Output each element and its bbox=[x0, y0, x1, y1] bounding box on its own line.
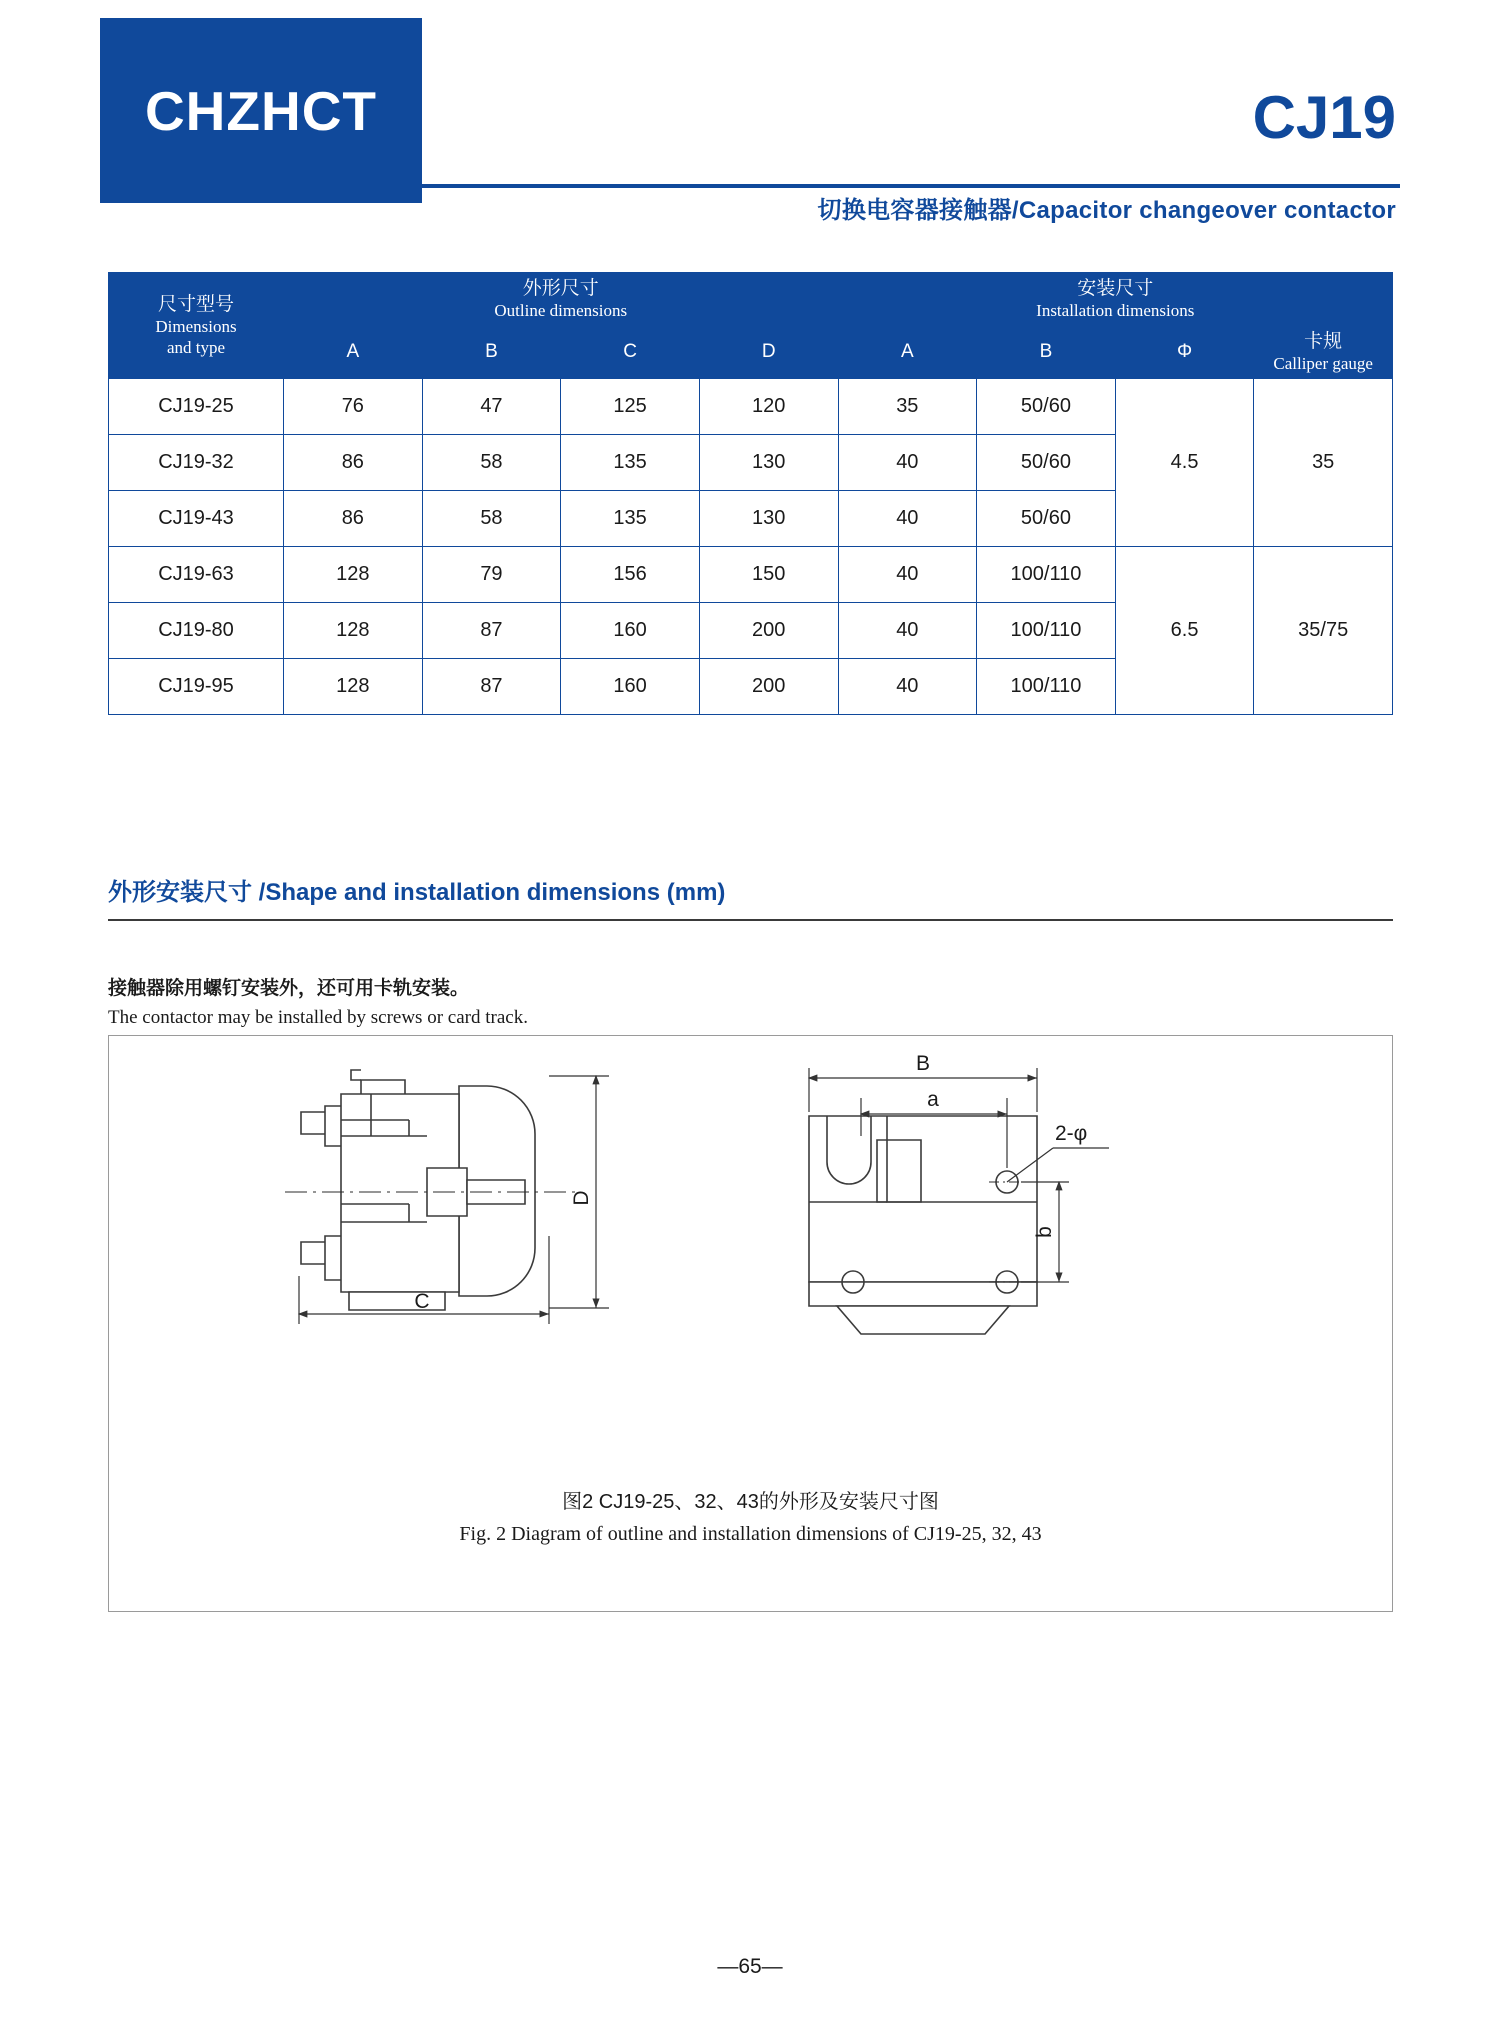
brand-logo-text: CHZHCT bbox=[144, 79, 378, 142]
cell-install-a: 40 bbox=[838, 491, 977, 547]
cell-outline-a: 86 bbox=[284, 491, 423, 547]
cell-outline-c: 160 bbox=[561, 603, 700, 659]
header-installation-cn: 安装尺寸 bbox=[1077, 278, 1154, 299]
cell-type: CJ19-25 bbox=[109, 379, 284, 435]
label-hole-callout: 2-φ bbox=[1055, 1122, 1088, 1145]
label-c: C bbox=[414, 1290, 430, 1313]
cell-type: CJ19-95 bbox=[109, 659, 284, 715]
page-subtitle: 切换电容器接触器/Capacitor changeover contactor bbox=[817, 197, 1396, 224]
table-row bbox=[109, 547, 1393, 603]
header-install-b: B bbox=[977, 326, 1116, 379]
cell-phi-group-2: 6.5 bbox=[1115, 547, 1254, 715]
cell-outline-a: 128 bbox=[284, 547, 423, 603]
cell-outline-c: 125 bbox=[561, 379, 700, 435]
cell-install-b: 50/60 bbox=[977, 379, 1116, 435]
cell-outline-b: 87 bbox=[422, 603, 561, 659]
cell-phi-group-1: 4.5 bbox=[1115, 379, 1254, 547]
header-phi: Φ bbox=[1115, 326, 1254, 379]
section-heading bbox=[108, 872, 1393, 921]
cell-type: CJ19-32 bbox=[109, 435, 284, 491]
table-body bbox=[109, 379, 1393, 715]
cell-outline-b: 47 bbox=[422, 379, 561, 435]
label-a: a bbox=[927, 1088, 939, 1111]
table-head bbox=[109, 273, 1393, 379]
cell-outline-b: 58 bbox=[422, 491, 561, 547]
cell-install-a: 40 bbox=[838, 659, 977, 715]
cell-type: CJ19-80 bbox=[109, 603, 284, 659]
header-dimensions-and-type bbox=[109, 273, 284, 379]
label-b-top: B bbox=[915, 1052, 931, 1075]
header-calliper-gauge bbox=[1254, 326, 1393, 379]
cell-outline-d: 130 bbox=[699, 435, 838, 491]
figure-caption-cn: 图2 CJ19-25、32、43的外形及安装尺寸图 bbox=[562, 1491, 939, 1513]
cell-outline-c: 135 bbox=[561, 435, 700, 491]
header-outline-a: A bbox=[284, 326, 423, 379]
cell-outline-a: 76 bbox=[284, 379, 423, 435]
cell-install-a: 35 bbox=[838, 379, 977, 435]
header-calliper-en: Calliper gauge bbox=[1273, 353, 1373, 373]
cell-outline-c: 160 bbox=[561, 659, 700, 715]
cell-calliper-group-1: 35 bbox=[1254, 379, 1393, 547]
installation-note-en: The contactor may be installed by screws or card track. bbox=[108, 1006, 528, 1028]
header-install-a: A bbox=[838, 326, 977, 379]
header-outline-d: D bbox=[699, 326, 838, 379]
label-d: D bbox=[570, 1190, 593, 1206]
cell-outline-d: 120 bbox=[699, 379, 838, 435]
table-row bbox=[109, 379, 1393, 435]
cell-outline-b: 58 bbox=[422, 435, 561, 491]
header-calliper-cn: 卡规 bbox=[1304, 331, 1343, 353]
cell-outline-b: 79 bbox=[422, 547, 561, 603]
header-outline-dimensions bbox=[284, 273, 839, 326]
cell-outline-c: 135 bbox=[561, 491, 700, 547]
cell-outline-d: 200 bbox=[699, 603, 838, 659]
cell-install-b: 100/110 bbox=[977, 547, 1116, 603]
header-divider bbox=[422, 184, 1400, 188]
cell-outline-a: 86 bbox=[284, 435, 423, 491]
brand-logo bbox=[100, 18, 422, 203]
header-right bbox=[422, 18, 1400, 224]
label-b-side: b bbox=[1033, 1226, 1056, 1238]
header-outline-cn: 外形尺寸 bbox=[522, 278, 599, 299]
cell-type: CJ19-43 bbox=[109, 491, 284, 547]
cell-install-a: 40 bbox=[838, 603, 977, 659]
cell-outline-a: 128 bbox=[284, 603, 423, 659]
header-installation-en: Installation dimensions bbox=[1036, 300, 1195, 320]
page-title: CJ19 bbox=[1252, 84, 1396, 151]
cell-type: CJ19-63 bbox=[109, 547, 284, 603]
installation-note bbox=[108, 975, 1393, 1032]
header-outline-c: C bbox=[561, 326, 700, 379]
table-header-row-2 bbox=[109, 326, 1393, 379]
cell-install-a: 40 bbox=[838, 435, 977, 491]
figure-caption bbox=[109, 1486, 1392, 1550]
section-heading-text: 外形安装尺寸 /Shape and installation dimensions (mm) bbox=[108, 879, 726, 906]
section-divider bbox=[108, 919, 1393, 921]
figure-caption-en: Fig. 2 Diagram of outline and installation dimensions of CJ19-25, 32, 43 bbox=[459, 1523, 1042, 1545]
figure-container bbox=[108, 1035, 1393, 1612]
cell-outline-d: 130 bbox=[699, 491, 838, 547]
cell-calliper-group-2: 35/75 bbox=[1254, 547, 1393, 715]
header-dimensions-cn: 尺寸型号 bbox=[157, 294, 234, 316]
table-header-row-1 bbox=[109, 273, 1393, 326]
cell-outline-b: 87 bbox=[422, 659, 561, 715]
cell-outline-d: 200 bbox=[699, 659, 838, 715]
cell-install-b: 100/110 bbox=[977, 603, 1116, 659]
header-dimensions-en-2: and type bbox=[166, 337, 226, 357]
right-mounting-view bbox=[809, 1116, 1059, 1334]
cell-outline-a: 128 bbox=[284, 659, 423, 715]
page-footer: —65— bbox=[717, 1955, 783, 1978]
cell-outline-d: 150 bbox=[699, 547, 838, 603]
header-dimensions-en-1: Dimensions bbox=[155, 317, 237, 337]
installation-note-cn: 接触器除用螺钉安装外，还可用卡轨安装。 bbox=[108, 978, 470, 999]
cell-install-b: 100/110 bbox=[977, 659, 1116, 715]
page-header bbox=[100, 18, 1400, 224]
left-side-view bbox=[285, 1070, 579, 1310]
cell-install-b: 50/60 bbox=[977, 491, 1116, 547]
cell-install-b: 50/60 bbox=[977, 435, 1116, 491]
dimensions-table bbox=[108, 272, 1393, 715]
cell-outline-c: 156 bbox=[561, 547, 700, 603]
cell-install-a: 40 bbox=[838, 547, 977, 603]
header-outline-b: B bbox=[422, 326, 561, 379]
header-outline-en: Outline dimensions bbox=[494, 300, 628, 320]
header-installation-dimensions bbox=[838, 273, 1393, 326]
